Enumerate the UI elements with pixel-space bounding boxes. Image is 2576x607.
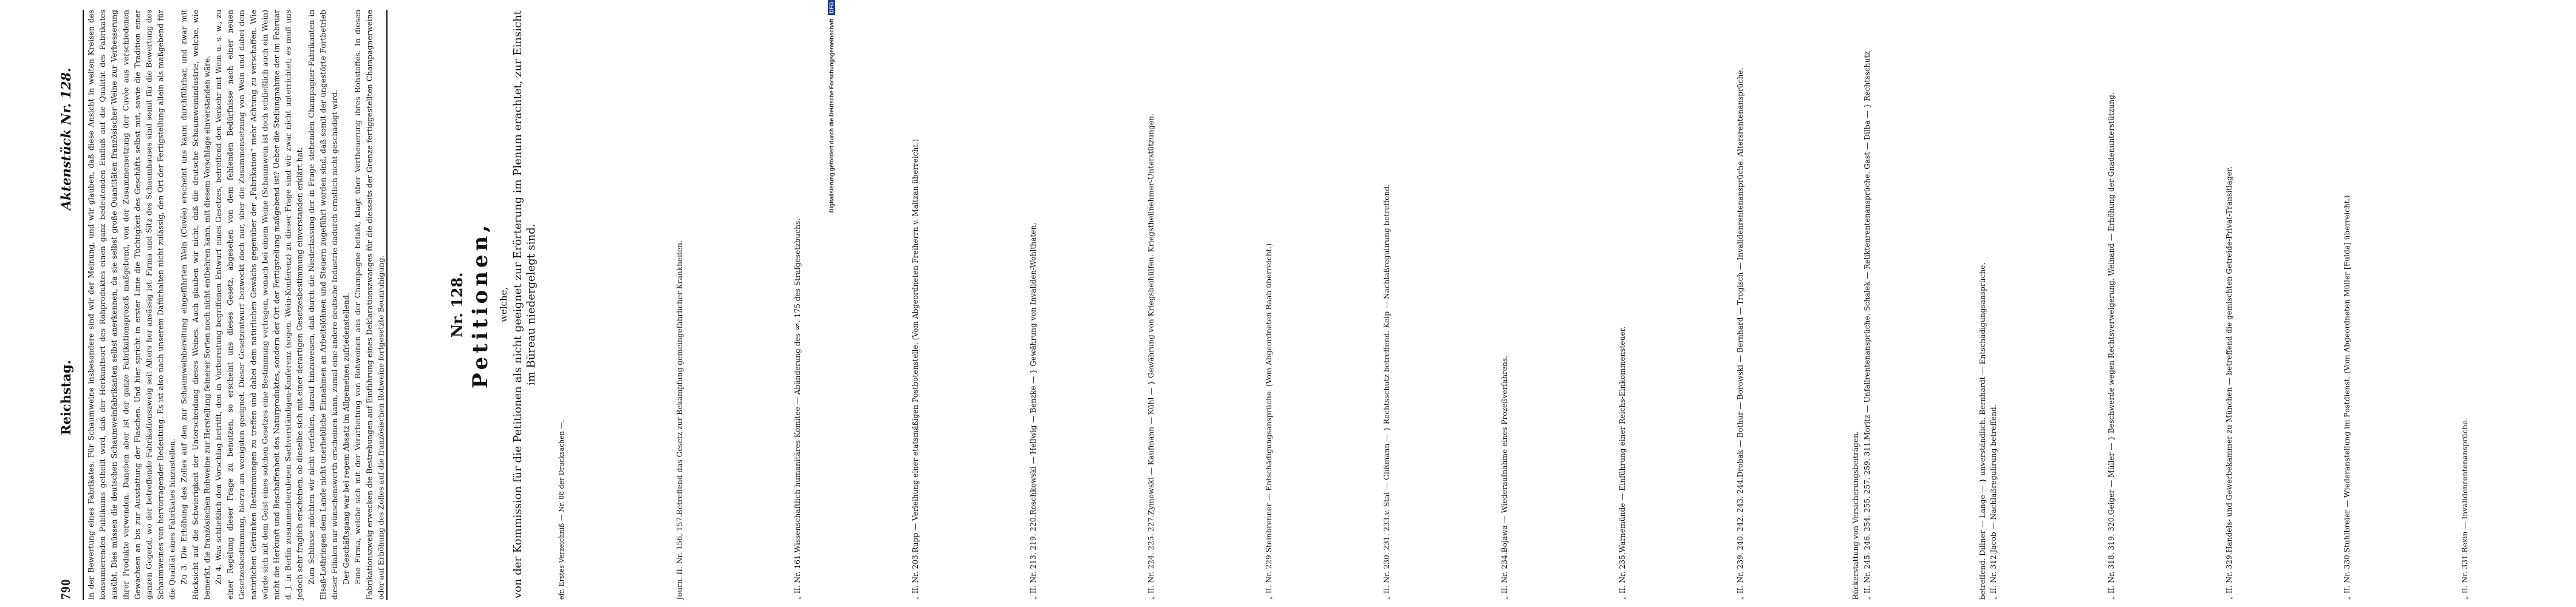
section-lead: von der Kommission für die Petitionen als nicht geeignet zur Erörterung im Plenum erachtet, zur Einsicht im Büreau niedergelegt sind.	[511, 10, 538, 599]
list-item: efr. Erstes Verzeichniß — Nr. 88 der Drucksachen —.	[558, 420, 565, 600]
list-item: „ II. Nr. 229.Steinbrenner — Entschädigungsansprüche. (Vom Abgeordneten Raab überreicht.)	[1265, 243, 1273, 600]
paragraph: Der Geschäftsgang war bei regem Absatz im Allgemeinen zufriedenstellend.	[341, 293, 351, 585]
header-rule	[83, 10, 84, 600]
list-item: „ II. Nr. 330.Stuhlbreier — Wiederanstellung im Postdienst. (Vom Abgeordneten Müller [Fulda] überreicht.)	[2343, 195, 2351, 600]
paragraph: Eine Firma, welche sich mit der Verarbeitung von Rohweinen aus der Champagne befaßt, klagt über Vertheuerung ihres Rohstoffes. In diesen Fabrikationszweig erwecken die Bestrebungen auf Einführung eines Deklarationszwanges für die diesseits der Grenze fertiggestellten Champagnerweine oder auf Erhöhung des Zolles auf die französischen Rohweine fortgesetzte Beunruhigung.	[353, 10, 386, 600]
list-item: „ II. Nr. 234.Bojawa — Wiederaufnahme eines Prozeßverfahrens.	[1500, 355, 1509, 600]
list-item: „ II. Nr. 224. 225. 227.Zymowski — Kaufmann — Kühl — } Gewährung von Kriegsbeihülfen. Kriegstheilnehmer-Unterstützungen.	[1147, 114, 1155, 600]
section-title: Petitionen,	[468, 221, 493, 388]
dfg-logo: DFG	[828, 0, 835, 15]
digitization-credit	[824, 0, 839, 607]
list-item: „ II. Nr. 230. 231. 233.v. Stal — Glißmann — } Rechtsschutz betreffend. Kelp — Nachlaßregulirung betreffend.	[1382, 184, 1391, 600]
list-item: „ II. Nr. 235.Warnemünde — Einführung einer Reichs-Einkommensteuer.	[1618, 326, 1627, 600]
list-item: „ II. Nr. 161.Wissenschaftlich humanitäres Komitee — Abänderung des §. 175 des Strafgesetzbuchs.	[793, 219, 802, 600]
list-item: „ II. Nr. 203.Rupp — Verleihung einer etatsmäßigen Postbotenstelle. (Vom Abgeordneten Freiherrn v. Maltzan überreicht.)	[911, 138, 920, 600]
paragraph: Zu 4. Was schließlich den Vorschlag betrifft, den in Vorbereitung begriffenen Entwurf eines Gesetzes, betreffend den Verkehr mit Wein u. s. w., zu einer Regelung dieser Frage zu benutzen, so erscheint uns dieses Gesetz, abgesehen von dem fehlenden Bedürfnisse nach einer neuen Gesetzesbestimmung, hierzu am wenigsten geeignet. Dieser Gesetzentwurf bezweckt doch nur, über die Zusammensetzung von Wein und dabei dem natürlichen Getränken Bestimmungen zu treffen und dabei dem natürlichen Gewächs gegenüber der „Fabrikation“ mehr Achtung zu verschaffen. Wie würde sich mit dem Geist eines solchen Gesetzes eine Bestimmung vertragen, wonach bei einem Weine (Schaumwein ist doch schließlich auch ein Wein) nicht die Herkunft und Beschaffenheit des Naturproduktes, sondern der Ort der Fertigstellung maßgebend ist? Ueber die Stellungnahme der im Februar d. J. in Berlin zusammenberufenen Sachverständigen-Konferenz (sogen. Wein-Konferenz) zu dieser Frage sind wir zwar nicht unterrichtet; es muß uns jedoch sehr fraglich erscheinen, ob dieselbe sich mit einer derartigen Gesetzesbestimmung einverstanden erklärt hat.	[214, 10, 304, 600]
column-divider	[386, 10, 388, 600]
list-item: „ II. Nr. 312.Jacob — Nachlaßregulirung betreffend.	[1989, 404, 1998, 600]
paragraph: Zum Schlusse möchten wir nicht verfehlen, darauf hinzuweisen, daß durch die Niederlassung der in Frage stehenden Champagner-Fabrikanten in Elsaß-Lothringen dem Lande nicht unerhebliche Einnahmen an Arbeitslöhnen und Steuern zugeführt worden sind, daß somit der ungestörte Fortbetrieb dieser Filialen nur wünschenswerth erscheinen kann, zumal eine andere deutsche Industrie dadurch ernstlich nicht geschädigt wird.	[306, 10, 339, 600]
list-item: „ II. Nr. 329.Handels- und Gewerbekammer zu München — betreffend die gemischten Getreide-Privat-Transitlager.	[2225, 166, 2233, 600]
running-head	[53, 10, 78, 600]
list-item: „ II. Nr. 331.Rexin — Invalidenrentenansprüche.	[2461, 418, 2469, 600]
credit-text: Digitalisierung gefördert durch die Deutsche Forschungsgemeinschaft	[828, 19, 835, 213]
list-item: „ II. Nr. 245. 246. 254. 255. 257. 259. 311.Moritz — Unfallrentenansprüche. Schalek — Reliktenrentenansprüche. Gast — Dilba — } Rechtsschutz betreffend. Dillner — Lange — } unverständlich. Bernhardt — Entschädigungsansprüche.	[1862, 51, 1987, 600]
running-head-right: Aktenstück Nr. 128.	[58, 67, 73, 211]
paragraph: in der Bewertung eines Fabrikates. Für Schaumweine insbesondere sind wir der Meinung, und wir glauben, daß diese Ansicht in weiten Kreisen des konsumierenden Publikums getheilt wird, daß der Herkunftsort des Rohproduktes einen ganz bedeutenden Einfluß auf die Qualität des Fabrikates ausübt. Dies müssen die deutschen Schaumweinfabrikanten selbst anerkennen, da sie selbst große Quantitäten französischer Weine zur Verbesserung ihrer Produkte verwenden. Daneben aber ist der ganze Fabrikationsprozeß maßgebend, von der Zusammensetzung der Cuvée aus verschiedenen Gewächsen an bis zur Ausstattung der Flaschen. Und hier spricht in erster Linie die Tüchtigkeit des Geschäfts selbst mit, sowie die Tradition einer ganzen Gegend, wo der betreffende Fabrikationszweig seit Alters her ansässig ist. Firma und Sitz des Schaumhauses sind somit für die Bewertung des Schaumweines von hervorragender Bedeutung. Es ist also nach unserem Dafürhalten nicht zulässig, den Ort der Fertigstellung allein als maßgebend für die Qualität eines Fabrikates hinzustellen.	[86, 10, 177, 600]
section-subtitle: welche,	[498, 287, 509, 323]
list-item: „ II. Nr. 213. 219. 220.Roschkowski — Hellwig — Benzke — } Gewährung von Invaliden-Wohlthaten.	[1029, 222, 1037, 600]
page-number: 790	[58, 578, 73, 600]
list-item: „ II. Nr. 318. 319. 320.Geiger — Müller — } Beschwerde wegen Rechtsverweigerung. Weinand — Erhöhung der Gnadenunterstützung.	[2107, 92, 2116, 600]
left-text-column	[85, 10, 386, 600]
list-item: „ II. Nr. 239. 240. 242. 243. 244.Drobak — Bothur — Borowski — Bernhard — Trogisch — Invalidenrentenansprüche. Altersrentenansprüche. Rückerstattung von Versicherungsbeiträgen.	[1736, 67, 1860, 600]
section-number: Nr. 128.	[448, 272, 466, 337]
list-item: Journ. II. Nr. 156, 157.Betreffend das Gesetz zur Bekämpfung gemeingefährlicher Krankheiten.	[675, 240, 684, 600]
running-head-center: Reichstag.	[58, 360, 73, 435]
paragraph: Zu 3. Die Erhöhung des Zolles auf den zur Schaumweinbereitung eingeführten Wein (Cuvée) erscheint uns kaum durchführbar, und zwar mit Rücksicht auf die Schwierigkeit der Unterscheidung dieses Weines. Auch glauben wir nicht, daß die deutsche Schaumweinindustrie, welche, wie bemerkt, die französischen Rohweine zur Herstellung feinerer Sorten noch nicht entbehren kann, mit diesem Vorschlage einverstanden wäre.	[179, 10, 211, 600]
